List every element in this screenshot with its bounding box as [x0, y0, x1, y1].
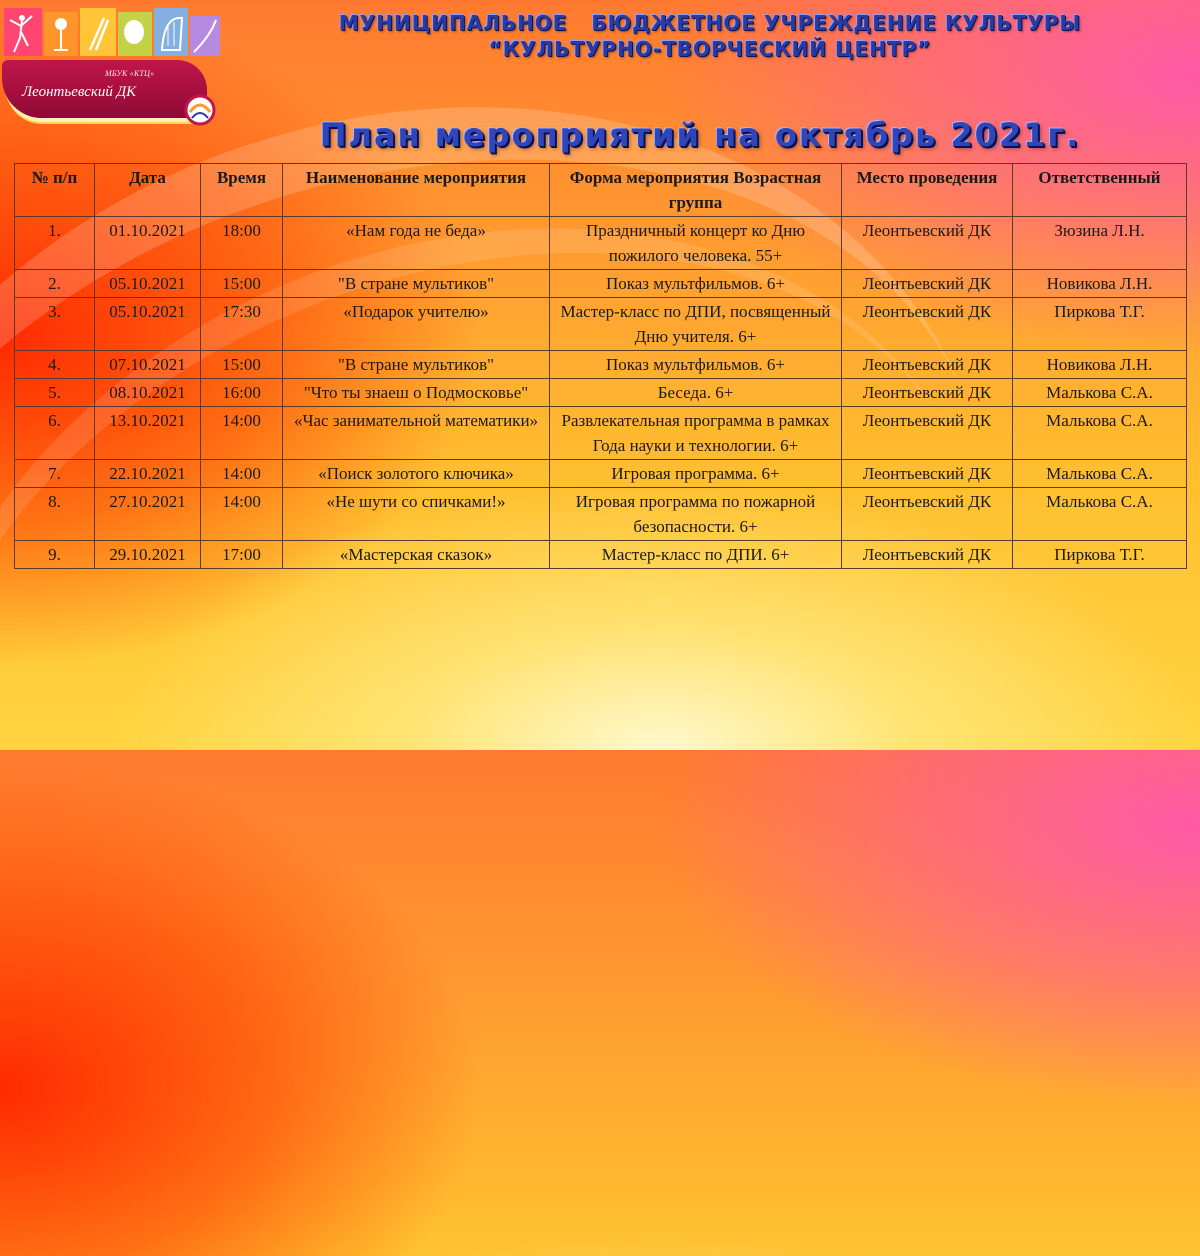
col-header-date: Дата	[95, 164, 201, 217]
cell-date: 07.10.2021	[95, 351, 201, 379]
organization-line-1: МУНИЦИПАЛЬНОЕ БЮДЖЕТНОЕ УЧРЕЖДЕНИЕ КУЛЬТУРЫ	[338, 11, 1082, 35]
logo	[0, 0, 232, 150]
cell-name: «Мастерская сказок»	[283, 541, 550, 569]
cell-num: 4.	[15, 351, 95, 379]
cell-responsible: Пиркова Т.Г.	[1013, 541, 1187, 569]
page-title: План мероприятий на октябрь 2021г.	[319, 116, 1081, 154]
cell-num: 7.	[15, 460, 95, 488]
cell-place: Леонтьевский ДК	[842, 407, 1013, 460]
cell-form: Развлекательная программа в рамках Года науки и технологии. 6+	[550, 407, 842, 460]
cell-responsible: Пиркова Т.Г.	[1013, 298, 1187, 351]
cell-form: Показ мультфильмов. 6+	[550, 270, 842, 298]
col-header-name: Наименование мероприятия	[283, 164, 550, 217]
col-header-form: Форма мероприятия Возрастная группа	[550, 164, 842, 217]
table-row	[15, 270, 1187, 298]
table-row	[15, 351, 1187, 379]
organization-line-2: “КУЛЬТУРНО-ТВОРЧЕСКИЙ ЦЕНТР”	[488, 37, 932, 61]
cell-date: 01.10.2021	[95, 217, 201, 270]
logo-abbreviation: МБУК «КТЦ»	[105, 69, 155, 78]
cell-place: Леонтьевский ДК	[842, 541, 1013, 569]
cell-time: 14:00	[201, 407, 283, 460]
cell-name: «Поиск золотого ключика»	[283, 460, 550, 488]
cell-name: "В стране мультиков"	[283, 351, 550, 379]
cell-date: 08.10.2021	[95, 379, 201, 407]
cell-responsible: Малькова С.А.	[1013, 488, 1187, 541]
cell-form: Мастер-класс по ДПИ. 6+	[550, 541, 842, 569]
arts-icons	[4, 6, 224, 68]
cell-time: 15:00	[201, 270, 283, 298]
table-row	[15, 541, 1187, 569]
cell-num: 8.	[15, 488, 95, 541]
cell-responsible: Новикова Л.Н.	[1013, 270, 1187, 298]
cell-responsible: Малькова С.А.	[1013, 379, 1187, 407]
cell-form: Игровая программа по пожарной безопасности. 6+	[550, 488, 842, 541]
cell-time: 14:00	[201, 488, 283, 541]
cell-time: 18:00	[201, 217, 283, 270]
cell-num: 3.	[15, 298, 95, 351]
table-row	[15, 488, 1187, 541]
col-header-num: № п/п	[15, 164, 95, 217]
cell-place: Леонтьевский ДК	[842, 298, 1013, 351]
cell-time: 15:00	[201, 351, 283, 379]
cell-place: Леонтьевский ДК	[842, 379, 1013, 407]
cell-date: 05.10.2021	[95, 270, 201, 298]
cell-place: Леонтьевский ДК	[842, 270, 1013, 298]
cell-name: "В стране мультиков"	[283, 270, 550, 298]
cell-responsible: Малькова С.А.	[1013, 460, 1187, 488]
table-row	[15, 407, 1187, 460]
cell-place: Леонтьевский ДК	[842, 351, 1013, 379]
cell-name: «Не шути со спичками!»	[283, 488, 550, 541]
cell-date: 22.10.2021	[95, 460, 201, 488]
cell-time: 16:00	[201, 379, 283, 407]
col-header-responsible: Ответственный	[1013, 164, 1187, 217]
cell-place: Леонтьевский ДК	[842, 460, 1013, 488]
cell-place: Леонтьевский ДК	[842, 217, 1013, 270]
cell-name: «Нам года не беда»	[283, 217, 550, 270]
cell-place: Леонтьевский ДК	[842, 488, 1013, 541]
cell-name: "Что ты знаеш о Подмосковье"	[283, 379, 550, 407]
cell-time: 14:00	[201, 460, 283, 488]
cell-date: 05.10.2021	[95, 298, 201, 351]
logo-name: Леонтьевский ДК	[22, 84, 137, 100]
cell-num: 9.	[15, 541, 95, 569]
col-header-place: Место проведения	[842, 164, 1013, 217]
table-header-row	[15, 164, 1187, 217]
cell-name: «Час занимательной математики»	[283, 407, 550, 460]
cell-num: 5.	[15, 379, 95, 407]
table-row	[15, 298, 1187, 351]
table-row	[15, 217, 1187, 270]
cell-time: 17:30	[201, 298, 283, 351]
cell-responsible: Малькова С.А.	[1013, 407, 1187, 460]
cell-date: 13.10.2021	[95, 407, 201, 460]
cell-time: 17:00	[201, 541, 283, 569]
cell-responsible: Зюзина Л.Н.	[1013, 217, 1187, 270]
cell-num: 1.	[15, 217, 95, 270]
cell-date: 27.10.2021	[95, 488, 201, 541]
table-row	[15, 379, 1187, 407]
cell-responsible: Новикова Л.Н.	[1013, 351, 1187, 379]
cell-form: Игровая программа. 6+	[550, 460, 842, 488]
emblem-icon	[180, 90, 220, 130]
cell-form: Праздничный концерт ко Дню пожилого человека. 55+	[550, 217, 842, 270]
cell-date: 29.10.2021	[95, 541, 201, 569]
cell-form: Показ мультфильмов. 6+	[550, 351, 842, 379]
cell-num: 2.	[15, 270, 95, 298]
col-header-time: Время	[201, 164, 283, 217]
events-table	[14, 163, 1187, 569]
cell-form: Беседа. 6+	[550, 379, 842, 407]
table-row	[15, 460, 1187, 488]
cell-form: Мастер-класс по ДПИ, посвященный Дню учителя. 6+	[550, 298, 842, 351]
cell-num: 6.	[15, 407, 95, 460]
cell-name: «Подарок учителю»	[283, 298, 550, 351]
